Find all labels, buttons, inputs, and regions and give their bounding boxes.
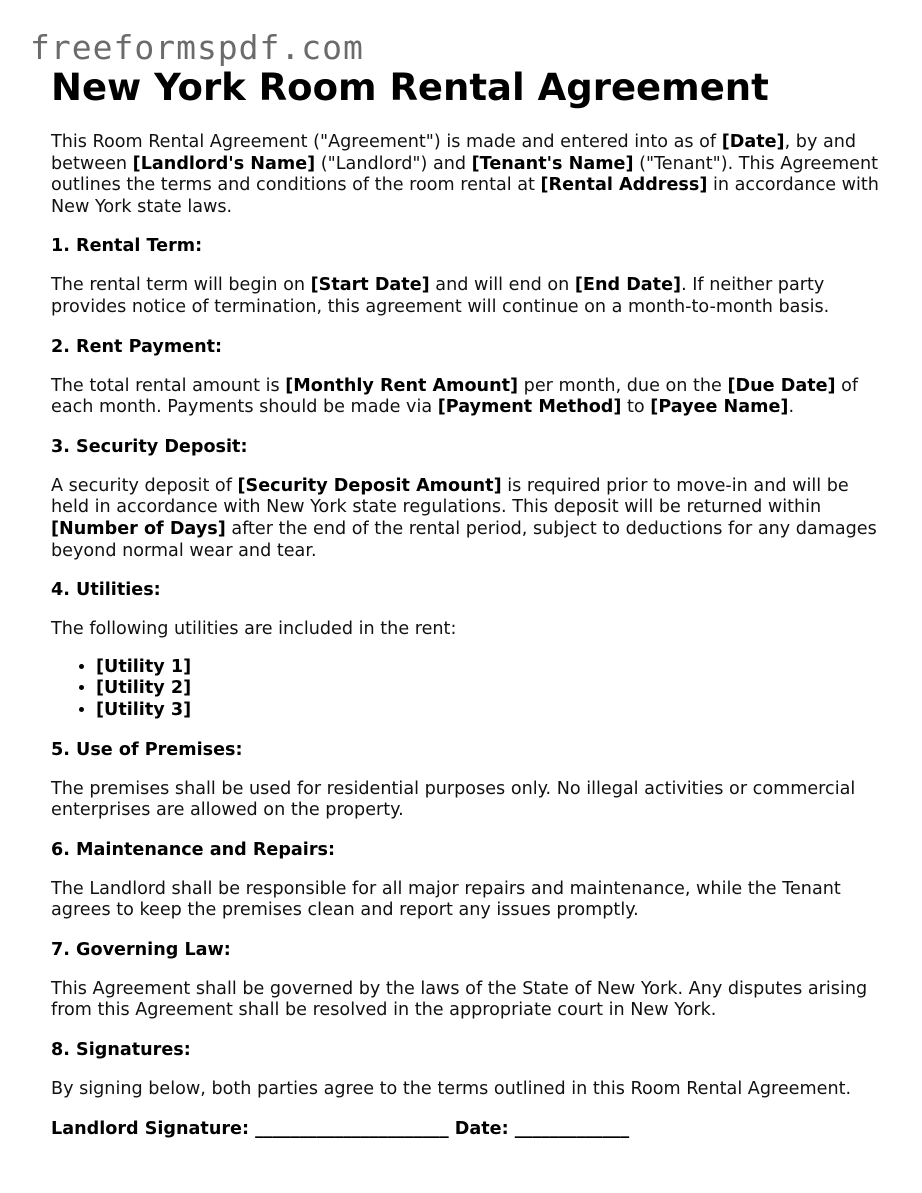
landlord-name-placeholder: [Landlord's Name] (132, 153, 316, 174)
rent-payment-paragraph: The total rental amount is [Monthly Rent Amount] per month, due on the [Due Date] of each month. Payments should be made via [Payment Method] to [Payee Name]. (51, 375, 859, 418)
tenant-name-placeholder: [Tenant's Name] (471, 153, 634, 174)
governing-law-paragraph: This Agreement shall be governed by the laws of the State of New York. Any disputes arising from this Agreement shall be resolved in the appropriate court in New York. (51, 978, 868, 1021)
site-watermark: freeformspdf.com (30, 28, 364, 67)
security-deposit-paragraph: A security deposit of [Security Deposit Amount] is required prior to move-in and will be held in accordance with New York state regulations. This deposit will be returned within [Number of Days] after the end of the rental period, subject to deductions for any damages beyond normal wear and tear. (51, 475, 877, 561)
section-heading-maintenance: 6. Maintenance and Repairs: (51, 839, 336, 860)
document-body (51, 64, 881, 1140)
section-heading-rent-payment: 2. Rent Payment: (51, 336, 223, 357)
list-item: • [Utility 3] (96, 700, 881, 722)
section-heading-utilities: 4. Utilities: (51, 580, 161, 601)
date-placeholder: [Date] (721, 132, 785, 152)
number-of-days-placeholder: [Number of Days] (51, 518, 226, 539)
due-date-placeholder: [Due Date] (727, 375, 836, 396)
signatures-paragraph: By signing below, both parties agree to the terms outlined in this Room Rental Agreement. (51, 1079, 852, 1100)
list-item: • [Utility 1] (96, 657, 881, 679)
section-heading-security-deposit: 3. Security Deposit: (51, 436, 248, 457)
rental-address-placeholder: [Rental Address] (540, 175, 708, 196)
section-heading-use-of-premises: 5. Use of Premises: (51, 739, 243, 760)
payee-name-placeholder: [Payee Name] (650, 397, 789, 418)
list-item: • [Utility 2] (96, 678, 881, 700)
page-title: New York Room Rental Agreement (51, 66, 769, 109)
rental-term-paragraph: The rental term will begin on [Start Date] and will end on [End Date]. If neither party provides notice of termination, this agreement will continue on a month-to-month basis. (51, 275, 830, 317)
section-heading-rental-term: 1. Rental Term: (51, 236, 203, 257)
use-of-premises-paragraph: The premises shall be used for residential purposes only. No illegal activities or commercial enterprises are allowed on the property. (51, 778, 856, 821)
utilities-paragraph: The following utilities are included in the rent: (51, 619, 457, 640)
landlord-signature-line[interactable]: Landlord Signature: ______________________ Date: _____________ (51, 1118, 630, 1139)
section-heading-signatures: 8. Signatures: (51, 1040, 191, 1061)
end-date-placeholder: [End Date] (574, 275, 682, 296)
section-heading-governing-law: 7. Governing Law: (51, 939, 231, 960)
payment-method-placeholder: [Payment Method] (437, 397, 622, 418)
intro-paragraph: This Room Rental Agreement ("Agreement") is made and entered into as of [Date], by and between [Landlord's Name] ("Landlord") and [Tenant's Name] ("Tenant"). This Agreement outlines the terms and conditions of the room rental at [Rental Address] in accordance with New York state laws. (51, 132, 879, 217)
start-date-placeholder: [Start Date] (310, 275, 430, 296)
utilities-list (51, 657, 881, 722)
deposit-amount-placeholder: [Security Deposit Amount] (237, 475, 502, 496)
maintenance-paragraph: The Landlord shall be responsible for all major repairs and maintenance, while the Tenant agrees to keep the premises clean and report any issues promptly. (51, 878, 841, 921)
monthly-rent-placeholder: [Monthly Rent Amount] (285, 375, 519, 396)
